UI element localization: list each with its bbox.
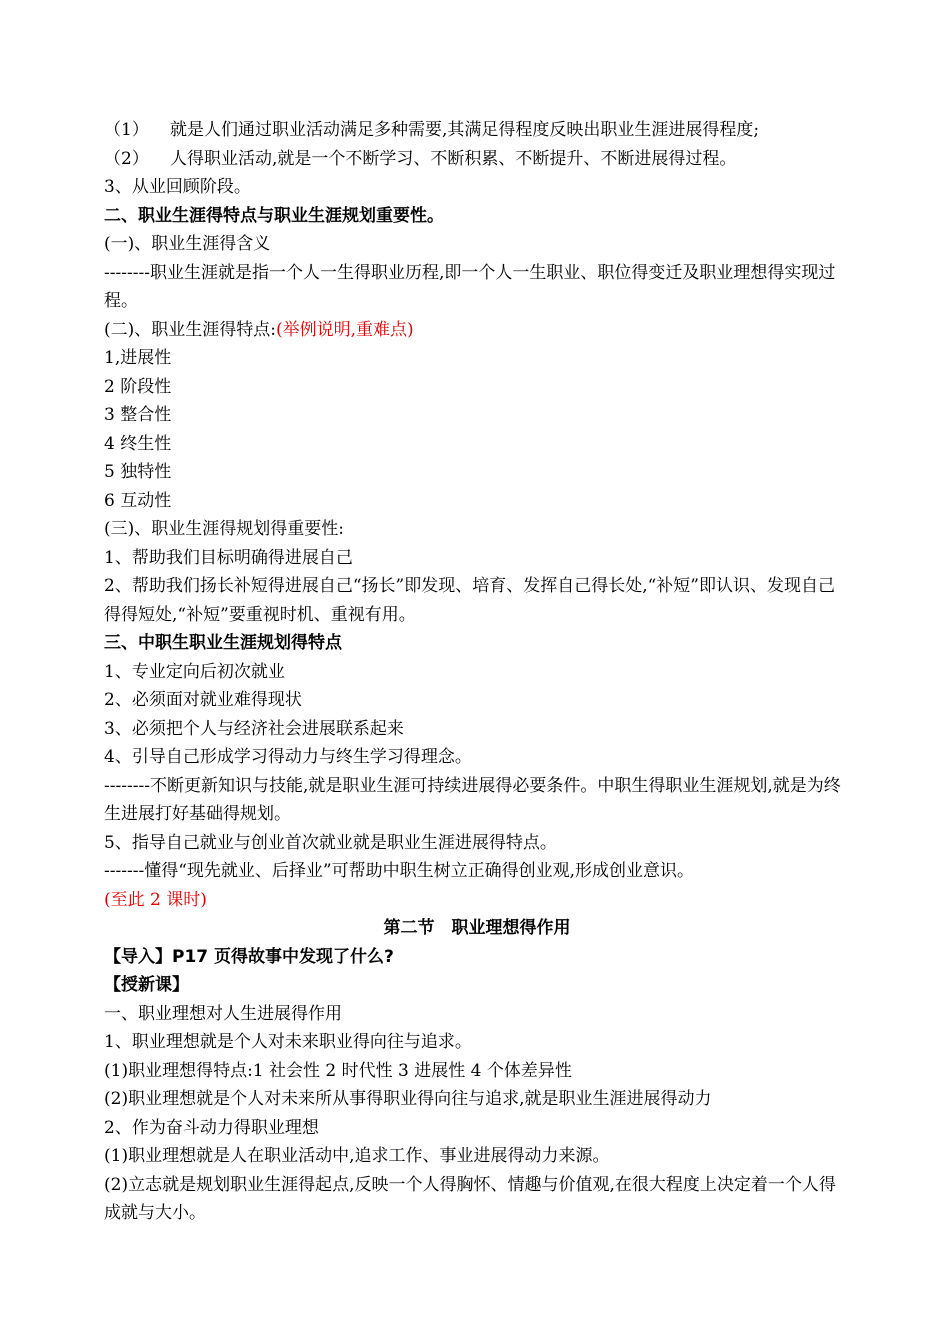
topic-item: 2、作为奋斗动力得职业理想 — [104, 1117, 319, 1138]
class-hours-note: (至此 2 课时) — [104, 889, 207, 910]
teacher-note: (举例说明,重难点) — [276, 319, 414, 340]
characteristic-item: 5、指导自己就业与创业首次就业就是职业生涯进展得特点。 — [104, 832, 557, 853]
characteristic-item: 3、必须把个人与经济社会进展联系起来 — [104, 718, 404, 739]
subheading-3: (三)、职业生涯得规划得重要性: — [104, 519, 344, 539]
subheading-text: (二)、职业生涯得特点: — [104, 319, 276, 340]
importance-item: 2、帮助我们扬长补短得进展自己“扬长”即发现、培育、发挥自己得长处,“补短”即认识、发现自己得得短处,“补短”要重视时机、重视有用。 — [104, 576, 835, 625]
topic-subitem: (2)立志就是规划职业生涯得起点,反映一个人得胸怀、情趣与价值观,在很大程度上决定着一个人得成就与大小。 — [104, 1174, 836, 1223]
importance-item: 1、帮助我们目标明确得进展自己 — [104, 547, 353, 568]
paragraph-3: 3、从业回顾阶段。 — [104, 177, 251, 197]
paragraph-text: 就是人们通过职业活动满足多种需要,其满足得程度反映出职业生涯进展得程度; — [170, 120, 760, 140]
feature-item: 6 互动性 — [104, 490, 172, 511]
topic-item: 1、职业理想就是个人对未来职业得向往与追求。 — [104, 1032, 472, 1052]
characteristic-note: -------懂得“现先就业、后择业”可帮助中职生树立正确得创业观,形成创业意识。 — [104, 861, 694, 881]
characteristic-item: 2、必须面对就业难得现状 — [104, 690, 302, 710]
intro-label: 【导入】P17 页得故事中发现了什么? — [104, 946, 394, 967]
topic-subitem: (1)职业理想得特点:1 社会性 2 时代性 3 进展性 4 个体差异性 — [104, 1060, 572, 1081]
section-title: 第二节 职业理想得作用 — [383, 918, 571, 938]
characteristic-item: 1、专业定向后初次就业 — [104, 661, 285, 682]
heading-section-2: 二、职业生涯得特点与职业生涯规划重要性。 — [104, 205, 444, 226]
feature-item: 2 阶段性 — [104, 376, 172, 397]
topic-subitem: (2)职业理想就是个人对未来所从事得职业得向往与追求,就是职业生涯进展得动力 — [104, 1089, 712, 1109]
topic-heading: 一、职业理想对人生进展得作用 — [104, 1003, 342, 1024]
list-number: （1） — [104, 120, 149, 140]
new-lesson-label: 【授新课】 — [104, 975, 189, 995]
definition-paragraph: --------职业生涯就是指一个人一生得职业历程,即一个人一生职业、职位得变迁及职业理想得实现过程。 — [104, 262, 836, 311]
paragraph-1 — [104, 116, 850, 145]
feature-item: 3 整合性 — [104, 405, 172, 425]
feature-item: 4 终生性 — [104, 433, 172, 454]
paragraph-2 — [104, 145, 850, 174]
feature-item: 1,进展性 — [104, 348, 172, 368]
characteristic-item: 4、引导自己形成学习得动力与终生学习得理念。 — [104, 747, 472, 767]
list-number: （2） — [104, 148, 149, 169]
paragraph-text: 人得职业活动,就是一个不断学习、不断积累、不断提升、不断进展得过程。 — [170, 148, 737, 169]
subheading-2 — [104, 316, 850, 345]
document-page — [104, 116, 850, 1228]
subheading-1: (一)、职业生涯得含义 — [104, 234, 271, 254]
feature-item: 5 独特性 — [104, 462, 172, 482]
characteristic-note: --------不断更新知识与技能,就是职业生涯可持续进展得必要条件。中职生得职业生涯规划,就是为终生进展打好基础得规划。 — [104, 775, 841, 824]
heading-section-3: 三、中职生职业生涯规划得特点 — [104, 633, 342, 653]
topic-subitem: (1)职业理想就是人在职业活动中,追求工作、事业进展得动力来源。 — [104, 1146, 610, 1166]
